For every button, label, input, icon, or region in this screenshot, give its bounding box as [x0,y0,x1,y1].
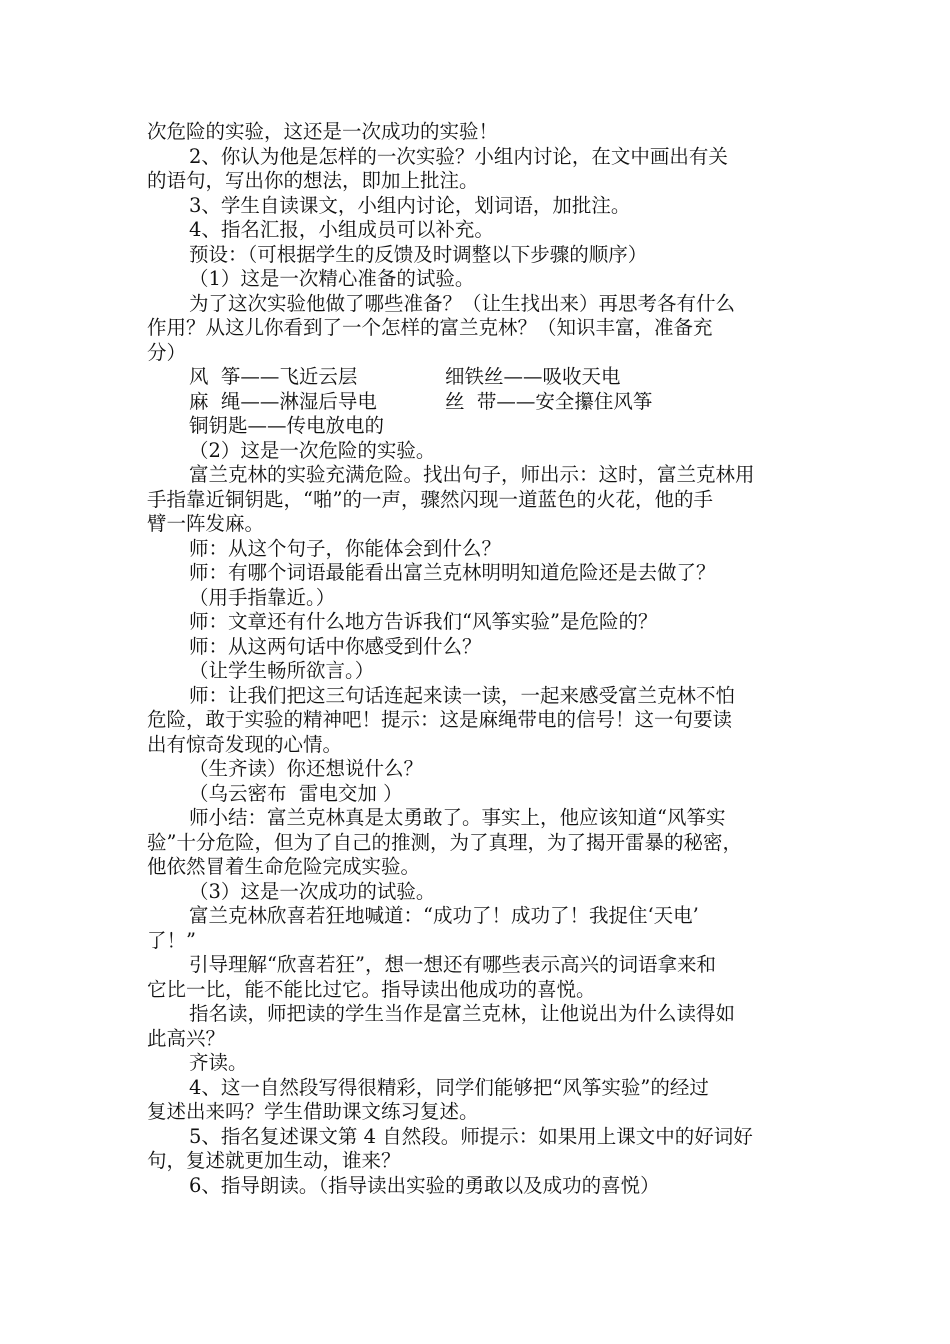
text-line: 师：从这个句子，你能体会到什么？ [189,536,502,560]
text-line: 富兰克林的实验充满危险。找出句子，师出示：这时，富兰克林用 [189,463,755,486]
text-line: （乌云密布 雷电交加 ） [189,781,403,805]
text-line: （生齐读）你还想说什么？ [189,757,424,780]
vocab-item: 丝 带——安全攥住风筝 [445,389,653,413]
text-line: 2、你认为他是怎样的一次实验？小组内讨论，在文中画出有关 [189,144,728,168]
text-line: 此高兴？ [147,1026,226,1050]
text-line: （2）这是一次危险的实验。 [189,438,436,462]
vocab-row [147,365,807,390]
text-line: 了！” [147,928,196,952]
vocab-item: 风 筝——飞近云层 [189,365,358,388]
text-line: 师小结：富兰克林真是太勇敢了。事实上，他应该知道“风筝实 [189,806,726,829]
text-line: 师：文章还有什么地方告诉我们“风筝实验”是危险的？ [189,610,658,633]
text-line: 4、指名汇报，小组成员可以补充。 [189,218,494,241]
text-line: 4、这一自然段写得很精彩，同学们能够把“风筝实验”的经过 [189,1075,709,1099]
text-line: 出有惊奇发现的心情。 [147,732,343,756]
text-line: 手指靠近铜钥匙，“啪”的一声，骤然闪现一道蓝色的火花，他的手 [147,487,713,511]
text-line: 句，复述就更加生动，谁来？ [147,1149,401,1172]
text-line: （让学生畅所欲言。） [189,659,375,682]
text-line: 的语句，写出你的想法，即加上批注。 [147,169,479,192]
text-line: 作用？从这儿你看到了一个怎样的富兰克林？（知识丰富，准备充 [147,316,713,339]
text-line: 师：让我们把这三句话连起来读一读，一起来感受富兰克林不怕 [189,683,736,707]
document-body [147,120,807,1198]
text-line: 铜钥匙——传电放电的 [189,414,385,437]
vocab-item: 细铁丝——吸收天电 [445,365,621,388]
text-line: 师：从这两句话中你感受到什么？ [189,634,482,658]
text-line: 他依然冒着生命危险完成实验。 [147,855,421,878]
text-line: 危险，敢于实验的精神吧！提示：这是麻绳带电的信号！这一句要读 [147,708,733,731]
vocab-row [147,390,807,415]
text-line: 预设：（可根据学生的反馈及时调整以下步骤的顺序） [189,242,648,266]
text-line: 5、指名复述课文第 4 自然段。师提示：如果用上课文中的好词好 [189,1124,753,1148]
text-line: 齐读。 [189,1051,248,1074]
text-line: 富兰克林欣喜若狂地喊道：“成功了！成功了！我捉住‘天电’ [189,904,699,927]
text-line: 验”十分危险，但为了自己的推测，为了真理，为了揭开雷暴的秘密， [147,830,742,854]
text-line: （1）这是一次精心准备的试验。 [189,267,475,290]
text-line: 引导理解“欣喜若狂”，想一想还有哪些表示高兴的词语拿来和 [189,953,716,976]
text-line: （用手指靠近。） [189,585,336,609]
text-line: 分） [147,340,187,364]
text-line: 次危险的实验，这还是一次成功的实验！ [147,120,499,143]
text-line: 3、学生自读课文，小组内讨论，划词语，加批注。 [189,193,631,217]
text-line: 6、指导朗读。（指导读出实验的勇敢以及成功的喜悦） [189,1173,660,1197]
text-line: 复述出来吗？学生借助课文练习复述。 [147,1100,479,1123]
text-line: 指名读，师把读的学生当作是富兰克林，让他说出为什么读得如 [189,1002,736,1025]
text-line: 臂一阵发麻。 [147,512,265,535]
text-line: 它比一比，能不能比过它。指导读出他成功的喜悦。 [147,977,596,1001]
text-line: （3）这是一次成功的试验。 [189,879,436,903]
text-line: 为了这次实验他做了哪些准备？（让生找出来）再思考各有什么 [189,291,736,315]
vocab-item: 麻 绳——淋湿后导电 [189,389,377,413]
text-line: 师：有哪个词语最能看出富兰克林明明知道危险还是去做了？ [189,561,716,584]
